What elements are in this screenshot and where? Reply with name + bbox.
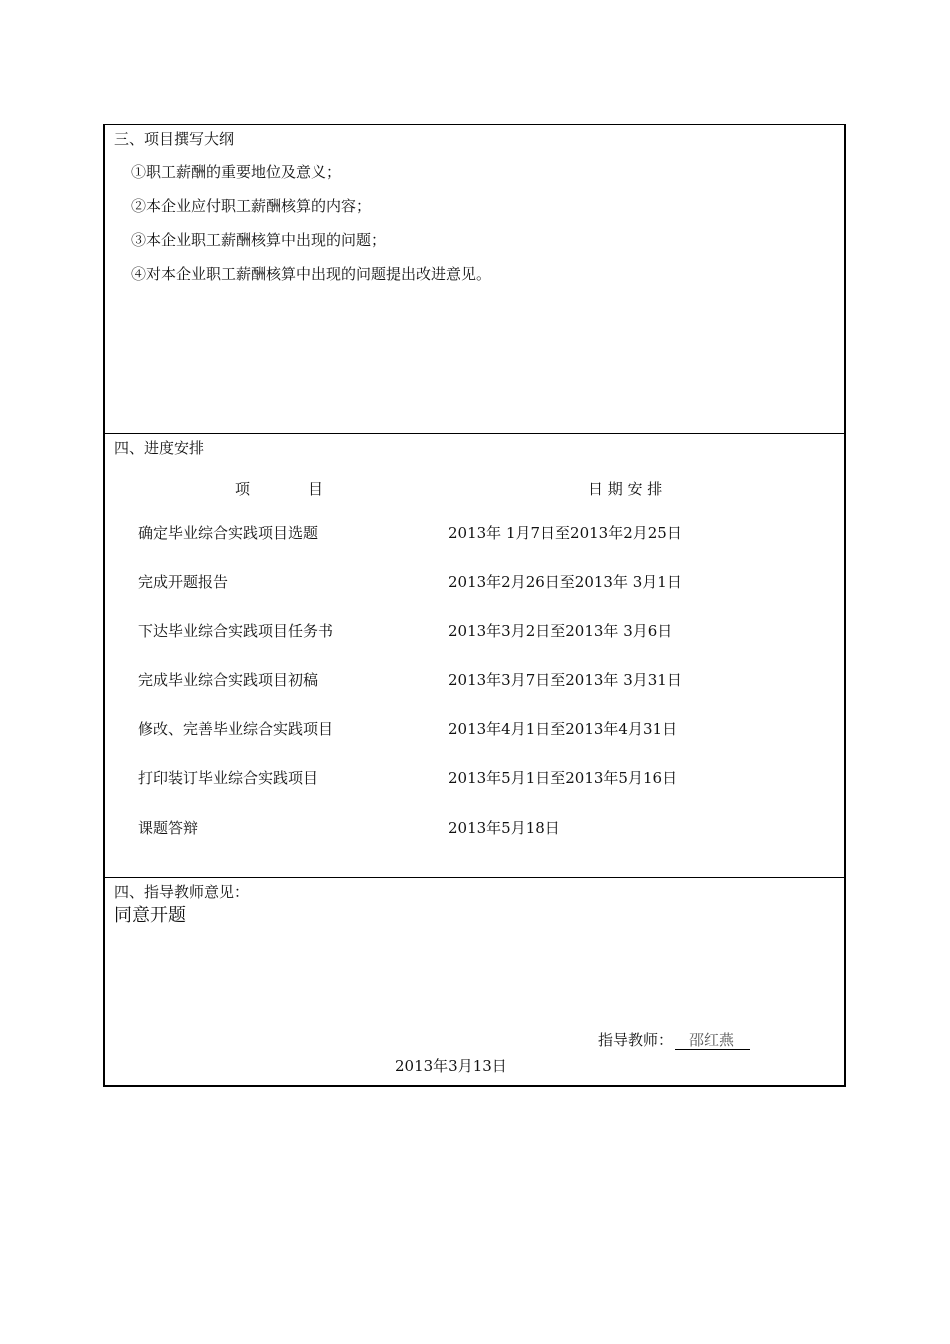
schedule-row-date: 2013年 1月7日至2013年2月25日 bbox=[448, 524, 682, 542]
outline-item: ②本企业应付职工薪酬核算的内容； bbox=[131, 197, 372, 215]
schedule-row-item: 修改、完善毕业综合实践项目 bbox=[138, 720, 334, 738]
advisor-name: 邵红燕 bbox=[689, 1031, 735, 1049]
schedule-row-date: 2013年4月1日至2013年4月31日 bbox=[448, 720, 678, 738]
advisor-label: 指导教师： bbox=[598, 1031, 674, 1049]
schedule-row-item: 确定毕业综合实践项目选题 bbox=[138, 524, 319, 542]
schedule-row-date: 2013年5月1日至2013年5月16日 bbox=[448, 769, 678, 787]
schedule-row-date: 2013年2月26日至2013年 3月1日 bbox=[448, 573, 682, 591]
schedule-row-item: 课题答辩 bbox=[138, 819, 199, 837]
schedule-section bbox=[105, 434, 844, 878]
outline-section bbox=[105, 125, 844, 434]
schedule-row-date: 2013年5月18日 bbox=[448, 819, 560, 837]
schedule-row-date: 2013年3月2日至2013年 3月6日 bbox=[448, 622, 673, 640]
opinion-heading: 四、指导教师意见： bbox=[114, 883, 250, 901]
schedule-row-date: 2013年3月7日至2013年 3月31日 bbox=[448, 671, 682, 689]
schedule-row-item: 打印装订毕业综合实践项目 bbox=[138, 769, 319, 787]
outline-item: ①职工薪酬的重要地位及意义； bbox=[131, 163, 342, 181]
proposal-table bbox=[103, 124, 846, 1087]
opinion-date: 2013年3月13日 bbox=[395, 1057, 507, 1075]
advisor-opinion-section bbox=[105, 878, 844, 1086]
schedule-row-item: 完成毕业综合实践项目初稿 bbox=[138, 671, 319, 689]
schedule-row-item: 完成开题报告 bbox=[138, 573, 229, 591]
advisor-signature-line bbox=[675, 1031, 750, 1050]
schedule-row-item: 下达毕业综合实践项目任务书 bbox=[138, 622, 334, 640]
schedule-heading: 四、进度安排 bbox=[114, 439, 205, 457]
opinion-text: 同意开题 bbox=[114, 905, 186, 926]
schedule-column-date-header: 日 期 安 排 bbox=[588, 480, 663, 498]
advisor-signature bbox=[598, 1031, 750, 1050]
outline-heading: 三、项目撰写大纲 bbox=[114, 130, 235, 148]
outline-item: ④对本企业职工薪酬核算中出现的问题提出改进意见。 bbox=[131, 265, 492, 283]
schedule-column-item-header: 项 目 bbox=[235, 480, 324, 498]
outline-item: ③本企业职工薪酬核算中出现的问题； bbox=[131, 231, 387, 249]
